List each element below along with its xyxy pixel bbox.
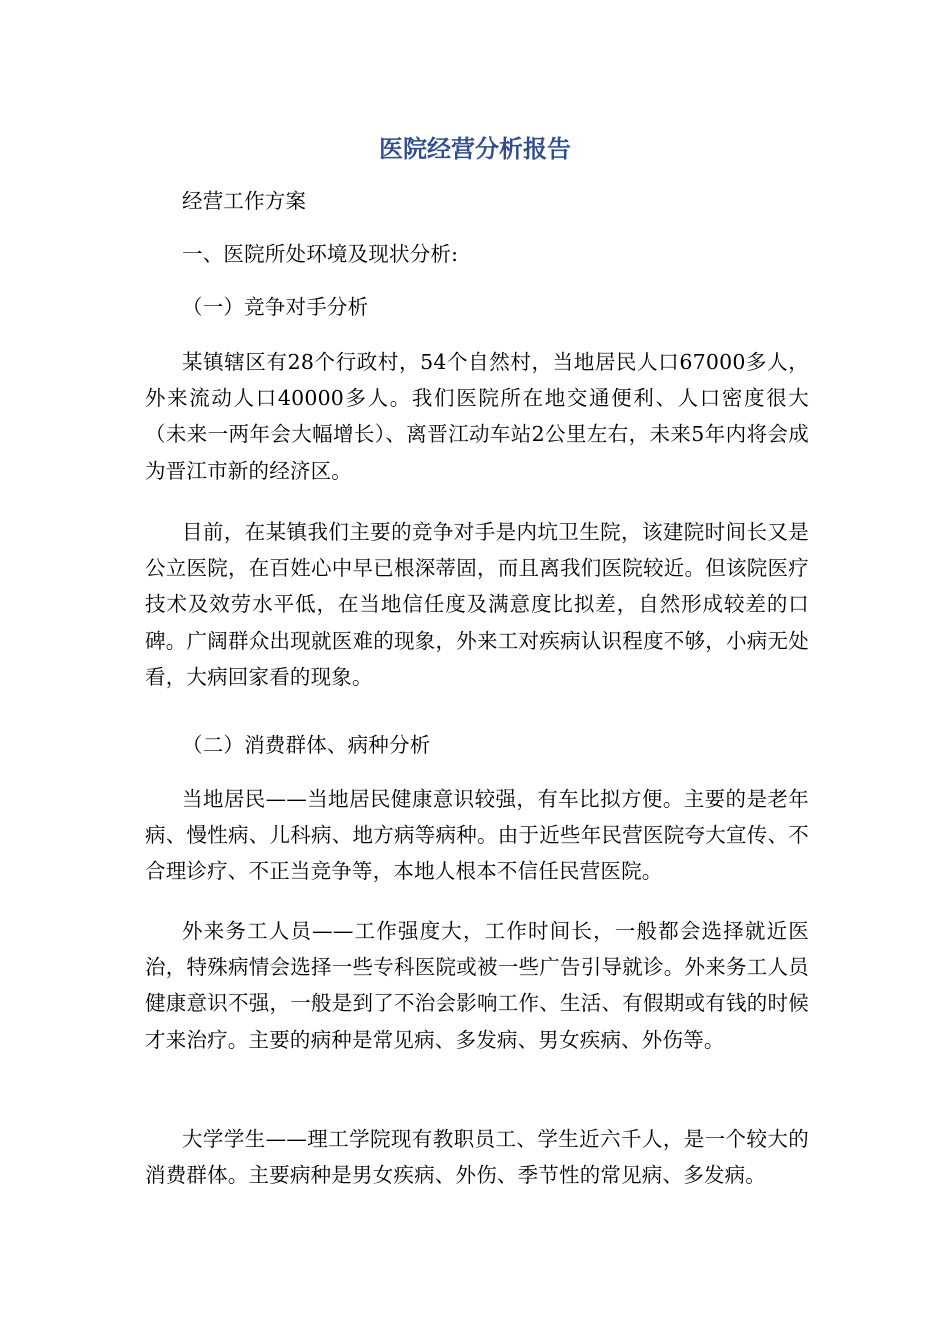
heading-competitor-analysis: （一）竞争对手分析: [182, 295, 369, 319]
heading-section-1: 一、医院所处环境及现状分析:: [182, 242, 459, 266]
paragraph-local-residents: 当地居民——当地居民健康意识较强，有车比拟方便。主要的是老年病、慢性病、儿科病、地方病等病种。由于近些年民营医院夸大宣传、不合理诊疗、不正当竞争等，本地人根本不信任民营医院。: [145, 787, 809, 884]
heading-consumer-analysis: （二）消费群体、病种分析: [182, 733, 431, 757]
paragraph-region-overview: 某镇辖区有28个行政村，54个自然村，当地居民人口67000多人，外来流动人口40000多人。我们医院所在地交通便利、人口密度很大（未来一两年会大幅增长）、离晋江动车站2公里左右，未来5年内将会成为晋江市新的经济区。: [145, 350, 809, 483]
document-title: 医院经营分析报告: [379, 135, 571, 163]
paragraph-migrant-workers: 外来务工人员——工作强度大，工作时间长，一般都会选择就近医治，特殊病情会选择一些专科医院或被一些广告引导就诊。外来务工人员健康意识不强，一般是到了不治会影响工作、生活、有假期或有钱的时候才来治疗。主要的病种是常见病、多发病、男女疾病、外伤等。: [145, 919, 809, 1052]
heading-plan: 经营工作方案: [182, 189, 307, 213]
paragraph-university-students: 大学学生——理工学院现有教职员工、学生近六千人，是一个较大的消费群体。主要病种是男女疾病、外伤、季节性的常见病、多发病。: [145, 1127, 809, 1188]
paragraph-competitor: 目前，在某镇我们主要的竞争对手是内坑卫生院，该建院时间长又是公立医院，在百姓心中早已根深蒂固，而且离我们医院较近。但该院医疗技术及效劳水平低，在当地信任度及满意度比拟差，自然形成较差的口碑。广阔群众出现就医难的现象，外来工对疾病认识程度不够，小病无处看，大病回家看的现象。: [145, 520, 809, 689]
